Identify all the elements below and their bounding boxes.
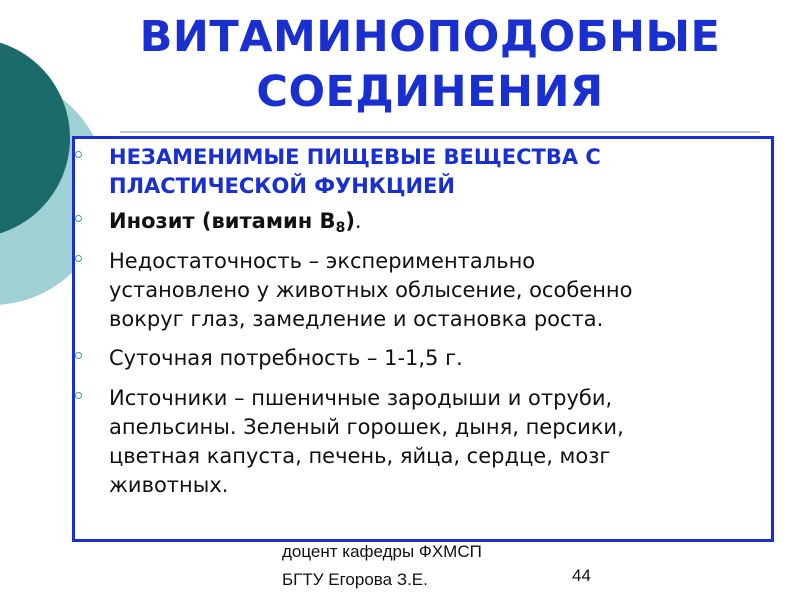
bullet-line: ПЛАСТИЧЕСКОЙ ФУНКЦИЕЙ xyxy=(109,174,455,198)
content-box xyxy=(72,136,774,542)
bullet-line: животных. xyxy=(109,473,229,497)
bullet-text xyxy=(109,344,755,373)
bullet-circle-icon xyxy=(75,151,82,158)
inositol-prefix: Инозит (витамин B xyxy=(109,209,336,233)
footer-author-line-2: БГТУ Егорова З.Е. xyxy=(282,570,428,589)
footer-author xyxy=(282,538,532,594)
bullet-item-deficiency xyxy=(75,247,755,334)
footer-author-line-1: доцент кафедры ФХМСП xyxy=(282,542,482,561)
bullet-text xyxy=(109,384,755,500)
bullet-item-daily-requirement xyxy=(75,344,755,373)
slide-title xyxy=(100,10,760,120)
inositol-tail: . xyxy=(354,209,362,233)
bullet-line: вокруг глаз, замедление и остановка роста. xyxy=(109,307,604,331)
bullet-item-inositol xyxy=(75,207,755,243)
bullet-circle-icon xyxy=(75,255,82,262)
inositol-suffix: ) xyxy=(345,209,355,233)
bullet-line: установлено у животных облысение, особенно xyxy=(109,278,633,302)
dark-teal-circle xyxy=(0,38,70,238)
slide-title-line-2: СОЕДИНЕНИЯ xyxy=(256,67,604,117)
title-divider xyxy=(120,131,760,133)
bullet-line: Суточная потребность – 1-1,5 г. xyxy=(109,346,463,370)
inositol-subscript: 8 xyxy=(335,220,346,236)
bullet-item-essential-nutrients xyxy=(75,143,755,201)
bullet-line: апельсины. Зеленый горошек, дыня, персики, xyxy=(109,415,624,439)
bullet-line: Источники – пшеничные зародыши и отруби, xyxy=(109,386,613,410)
bullet-text xyxy=(109,143,755,201)
bullet-line: НЕЗАМЕНИМЫЕ ПИЩЕВЫЕ ВЕЩЕСТВА С xyxy=(109,145,601,169)
bullet-line: цветная капуста, печень, яйца, сердце, мозг xyxy=(109,444,611,468)
bullet-item-sources xyxy=(75,384,755,500)
bullet-line: Недостаточность – экспериментально xyxy=(109,249,536,273)
bullet-circle-icon xyxy=(75,215,82,222)
bullet-circle-icon xyxy=(75,392,82,399)
bullet-text xyxy=(109,247,755,334)
slide-number: 44 xyxy=(572,566,591,585)
bullet-circle-icon xyxy=(75,352,82,359)
bullet-text xyxy=(109,207,755,243)
slide-title-line-1: ВИТАМИНОПОДОБНЫЕ xyxy=(139,12,721,62)
